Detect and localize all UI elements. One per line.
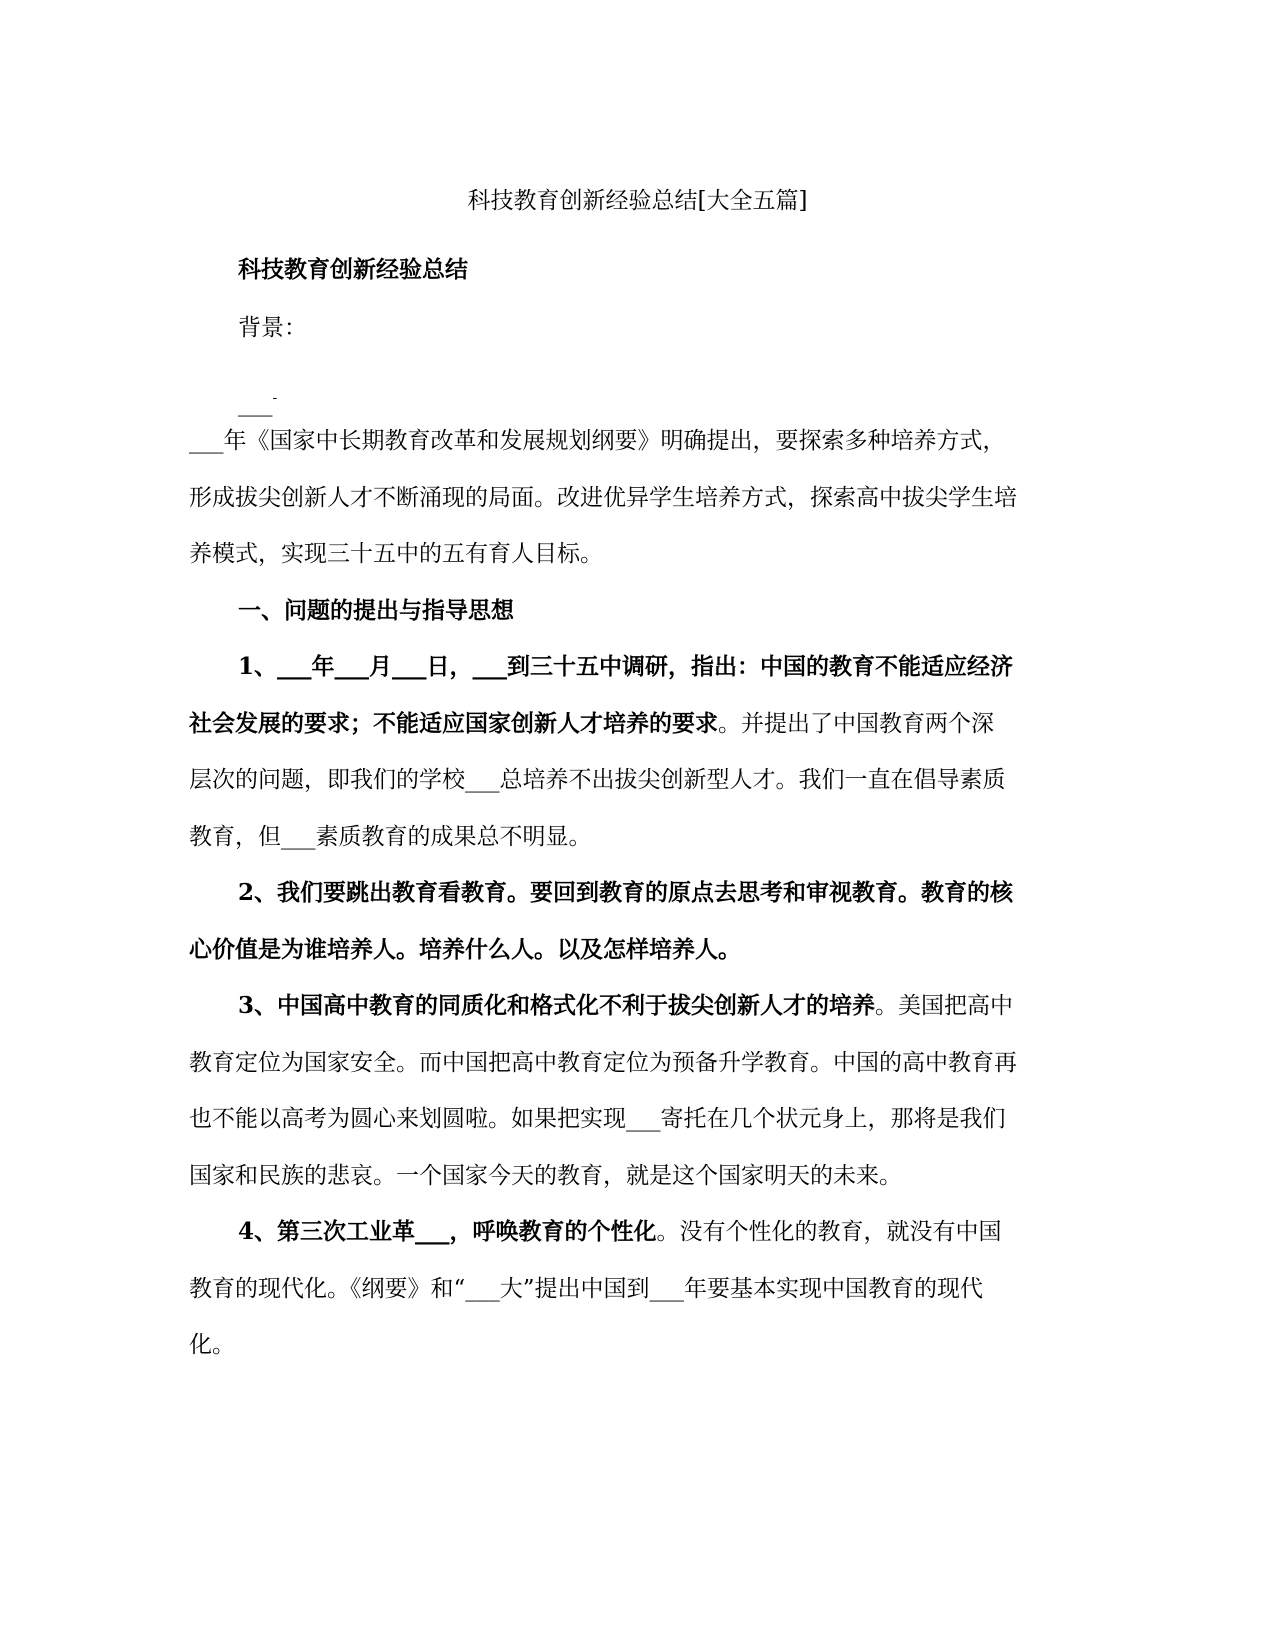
blank-line-mark: - <box>272 390 278 406</box>
item1-line-2-rest: 。并提出了中国教育两个深 <box>718 711 994 737</box>
item4-line-2: 教育的现代化。《纲要》和“___大”提出中国到___年要基本实现中国教育的现代 <box>189 1276 984 1302</box>
item2-line-2: 心价值是为谁培养人。培养什么人。以及怎样培养人。 <box>189 936 741 963</box>
item1-line-3: 层次的问题，即我们的学校___总培养不出拔尖创新型人才。我们一直在倡导素质 <box>189 767 1006 793</box>
intro-line-1: ___年《国家中长期教育改革和发展规划纲要》明确提出，要探索多种培养方式， <box>189 428 1006 454</box>
item1-line-2-bold: 社会发展的要求；不能适应国家创新人才培养的要求 <box>189 710 718 737</box>
item3-line-2: 教育定位为国家安全。而中国把高中教育定位为预备升学教育。中国的高中教育再 <box>189 1050 1017 1076</box>
item1-line-2 <box>189 709 1089 739</box>
document-title: 科技教育创新经验总结[大全五篇] <box>467 188 808 214</box>
item3-line-1-rest: 。美国把高中 <box>875 993 1014 1019</box>
item3-line-3: 也不能以高考为圆心来划圆啦。如果把实现___寄托在几个状元身上，那将是我们 <box>189 1106 1006 1132</box>
item3-line-4: 国家和民族的悲哀。一个国家今天的教育，就是这个国家明天的未来。 <box>189 1163 902 1189</box>
blank-line-main: ___ <box>238 391 273 417</box>
part1-heading: 一、问题的提出与指导思想 <box>238 597 514 624</box>
item4-line-1 <box>238 1217 1138 1247</box>
item2-line-1: 2、我们要跳出教育看教育。要回到教育的原点去思考和审视教育。教育的核 <box>238 879 1014 906</box>
background-label: 背景： <box>238 315 307 341</box>
item4-line-1-bold: 4、第三次工业革___，呼唤教育的个性化 <box>238 1218 657 1245</box>
item4-line-3: 化。 <box>189 1332 235 1358</box>
item3-line-1 <box>238 991 1138 1021</box>
item4-line-1-rest: 。没有个性化的教育，就没有中国 <box>656 1219 1002 1245</box>
section-heading: 科技教育创新经验总结 <box>238 256 468 283</box>
item1-line-1: 1、___年___月___日，___到三十五中调研，指出：中国的教育不能适应经济 <box>238 653 1014 680</box>
blank-line <box>238 383 277 419</box>
item3-line-1-bold: 3、中国高中教育的同质化和格式化不利于拔尖创新人才的培养 <box>238 992 876 1019</box>
item1-line-4: 教育，但___素质教育的成果总不明显。 <box>189 824 592 850</box>
intro-line-2: 形成拔尖创新人才不断涌现的局面。改进优异学生培养方式，探索高中拔尖学生培 <box>189 485 1017 511</box>
intro-line-3: 养模式，实现三十五中的五有育人目标。 <box>189 541 603 567</box>
